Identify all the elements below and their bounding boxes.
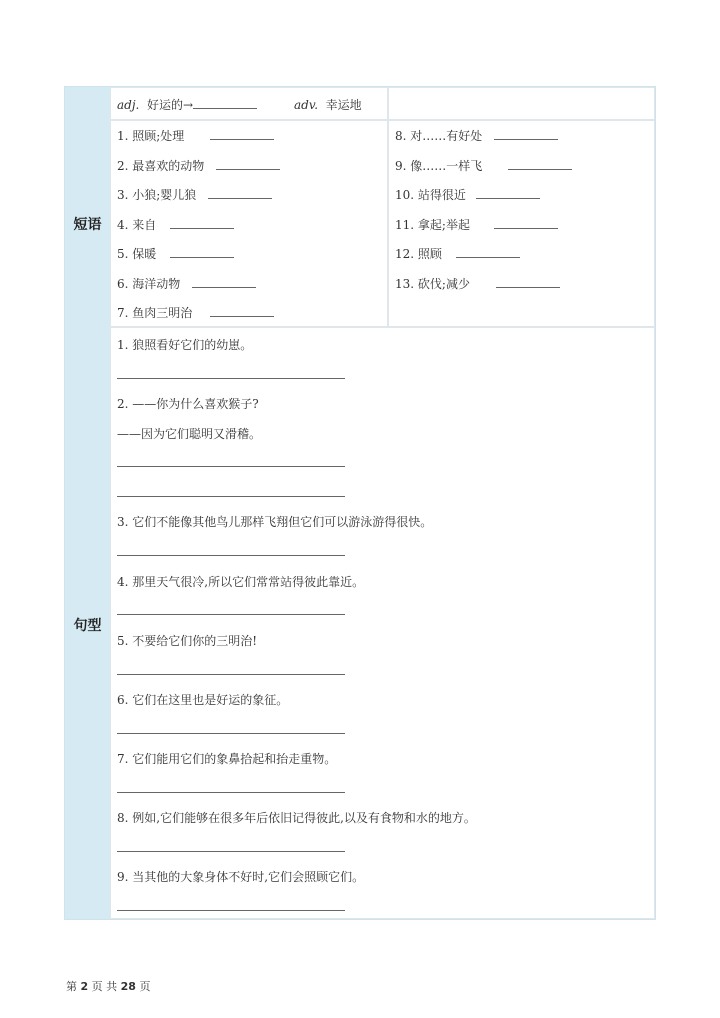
adv-abbr: adv. (294, 98, 319, 112)
answer-line[interactable] (117, 496, 345, 497)
answer-blank[interactable] (494, 228, 558, 229)
footer-middle: 页 共 (91, 980, 118, 993)
footer-suffix: 页 (139, 980, 151, 993)
answer-blank[interactable] (508, 169, 572, 170)
phrase-item: 13. 砍伐;减少 (395, 275, 560, 292)
sentence-prompt: 9. 当其他的大象身体不好时,它们会照顾它们。 (117, 870, 365, 884)
adv-row (294, 96, 362, 113)
sentence-prompt: 4. 那里天气很冷,所以它们常常站得彼此靠近。 (117, 575, 365, 589)
sentence-prompt: 5. 不要给它们你的三明治! (117, 634, 258, 648)
page-footer (66, 978, 150, 994)
answer-blank[interactable] (193, 108, 257, 109)
answer-blank[interactable] (494, 139, 558, 140)
sentence-prompt: 6. 它们在这里也是好运的象征。 (117, 693, 289, 707)
answer-blank[interactable] (456, 257, 520, 258)
answer-line[interactable] (117, 555, 345, 556)
phrase-item: 9. 像……一样飞 (395, 157, 572, 174)
answer-blank[interactable] (216, 169, 280, 170)
phrase-item: 3. 小狼;婴儿狼 (117, 186, 272, 203)
phrase-item: 8. 对……有好处 (395, 127, 558, 144)
answer-blank[interactable] (496, 287, 560, 288)
page-number: 2 (80, 980, 89, 993)
sentences-cell (110, 327, 655, 919)
sentence-prompt: 1. 狼照看好它们的幼崽。 (117, 338, 253, 352)
answer-blank[interactable] (210, 316, 274, 317)
phrase-item: 5. 保暖 (117, 245, 234, 262)
section-sidebar (65, 87, 110, 919)
sentence-prompt: ——因为它们聪明又滑稽。 (117, 427, 262, 441)
adv-text: 幸运地 (325, 98, 362, 112)
answer-line[interactable] (117, 733, 345, 734)
answer-line[interactable] (117, 466, 345, 467)
sentence-prompt: 8. 例如,它们能够在很多年后依旧记得彼此,以及有食物和水的地方。 (117, 811, 476, 825)
empty-cell (388, 87, 655, 120)
section-label-phrases: 短语 (73, 217, 102, 233)
answer-line[interactable] (117, 792, 345, 793)
answer-line[interactable] (117, 851, 345, 852)
answer-blank[interactable] (208, 198, 272, 199)
phrase-item: 12. 照顾 (395, 245, 520, 262)
page-total: 28 (120, 980, 136, 993)
sentence-prompt: 7. 它们能用它们的象鼻拾起和抬走重物。 (117, 752, 337, 766)
phrase-item: 1. 照顾;处理 (117, 127, 274, 144)
phrase-item: 6. 海洋动物 (117, 275, 256, 292)
worksheet-table (64, 86, 656, 920)
adj-row (117, 96, 257, 113)
phrase-item: 10. 站得很近 (395, 186, 540, 203)
answer-blank[interactable] (476, 198, 540, 199)
phrase-item: 11. 拿起;举起 (395, 216, 558, 233)
answer-blank[interactable] (192, 287, 256, 288)
section-label-sentences: 句型 (73, 618, 102, 634)
answer-line[interactable] (117, 674, 345, 675)
answer-line[interactable] (117, 378, 345, 379)
answer-blank[interactable] (170, 257, 234, 258)
answer-line[interactable] (117, 910, 345, 911)
phrase-item: 7. 鱼肉三明治 (117, 304, 274, 321)
adj-abbr: adj. (117, 98, 140, 112)
answer-blank[interactable] (170, 228, 234, 229)
sentence-prompt: 3. 它们不能像其他鸟儿那样飞翔但它们可以游泳游得很快。 (117, 515, 433, 529)
answer-line[interactable] (117, 614, 345, 615)
answer-blank[interactable] (210, 139, 274, 140)
phrase-item: 2. 最喜欢的动物 (117, 157, 280, 174)
footer-prefix: 第 (66, 980, 77, 993)
phrase-item: 4. 来自 (117, 216, 234, 233)
sentence-prompt: 2. ——你为什么喜欢猴子? (117, 397, 259, 411)
adj-text: 好运的→ (147, 98, 194, 112)
